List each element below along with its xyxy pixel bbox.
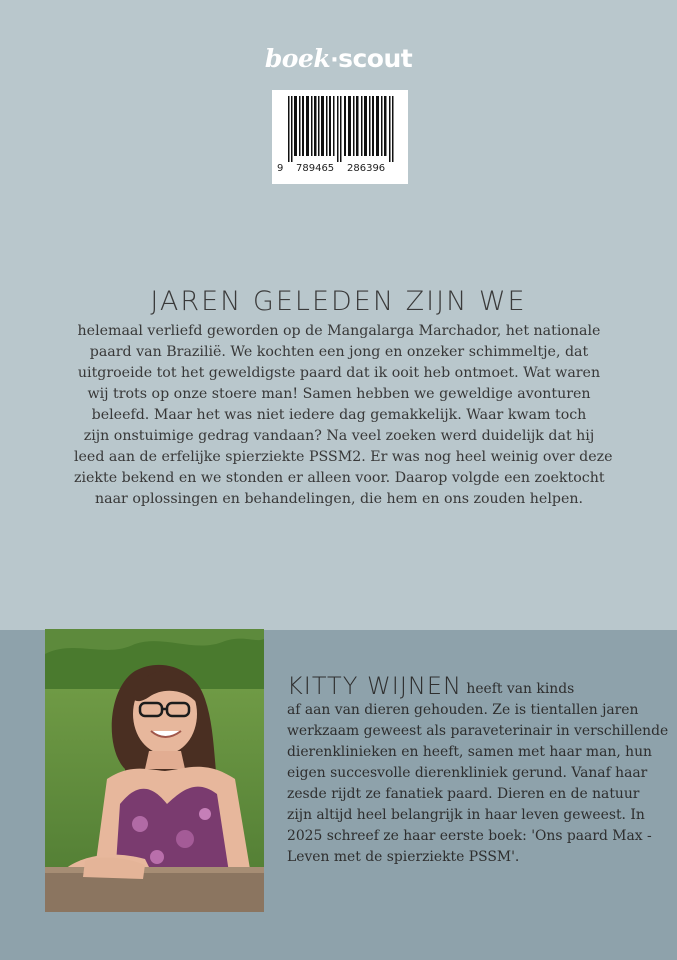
bio-line: zesde rijdt ze fanatiek paard. Dieren en de natuur xyxy=(287,786,640,802)
logo-separator: · xyxy=(330,48,339,73)
barcode-bars-icon xyxy=(280,96,400,162)
logo-word-boek: boek xyxy=(264,44,331,73)
bio-line: af aan van dieren gehouden. Ze is tientallen jaren xyxy=(287,702,639,718)
bio-line: 2025 schreef ze haar eerste boek: 'Ons paard Max - xyxy=(287,828,652,844)
bio-line: heeft van kinds xyxy=(461,681,575,697)
isbn-group-1: 789465 xyxy=(296,163,335,174)
blurb-line: zijn onstuimige gedrag vandaan? Na veel zoeken werd duidelijk dat hij xyxy=(83,428,595,444)
bio-line: werkzaam geweest als paraveterinair in verschillende xyxy=(287,723,669,739)
blurb-text xyxy=(74,321,613,510)
blurb-line: wij trots op onze stoere man! Samen hebben we geweldige avonturen xyxy=(87,386,591,402)
isbn-group-2: 286396 xyxy=(347,163,386,174)
blurb-line: beleefd. Maar het was niet iedere dag gemakkelijk. Waar kwam toch xyxy=(91,407,587,423)
blurb-headline: JAREN GELEDEN ZIJN WE xyxy=(150,286,527,317)
blurb-line: leed aan de erfelijke spierziekte PSSM2. Er was nog heel weinig over deze xyxy=(74,449,613,465)
isbn-lead-digit: 9 xyxy=(277,163,284,174)
bio-line: zijn altijd heel belangrijk in haar leven geweest. In xyxy=(287,807,645,823)
blurb-line: ziekte bekend en we stonden er alleen voor. Daarop volgde een zoektocht xyxy=(74,470,605,486)
bio-line: eigen succesvolle dierenkliniek gerund. Vanaf haar xyxy=(287,765,648,781)
author-name: KITTY WIJNEN xyxy=(287,672,462,700)
blurb-line: paard van Brazilië. We kochten een jong en onzeker schimmeltje, dat xyxy=(89,344,589,360)
blurb-line: helemaal verliefd geworden op de Mangalarga Marchador, het nationale xyxy=(77,323,601,339)
author-photo xyxy=(45,629,264,912)
author-bio xyxy=(287,672,669,868)
isbn-barcode xyxy=(272,90,408,184)
blurb-line: naar oplossingen en behandelingen, die hem en ons zouden helpen. xyxy=(94,491,583,507)
bio-line: Leven met de spierziekte PSSM'. xyxy=(287,849,520,865)
publisher-logo xyxy=(0,44,677,73)
blurb-line: uitgroeide tot het geweldigste paard dat ik ooit heb ontmoet. Wat waren xyxy=(77,365,601,381)
bio-line: dierenklinieken en heeft, samen met haar man, hun xyxy=(287,744,652,760)
logo-word-scout: scout xyxy=(338,44,413,73)
